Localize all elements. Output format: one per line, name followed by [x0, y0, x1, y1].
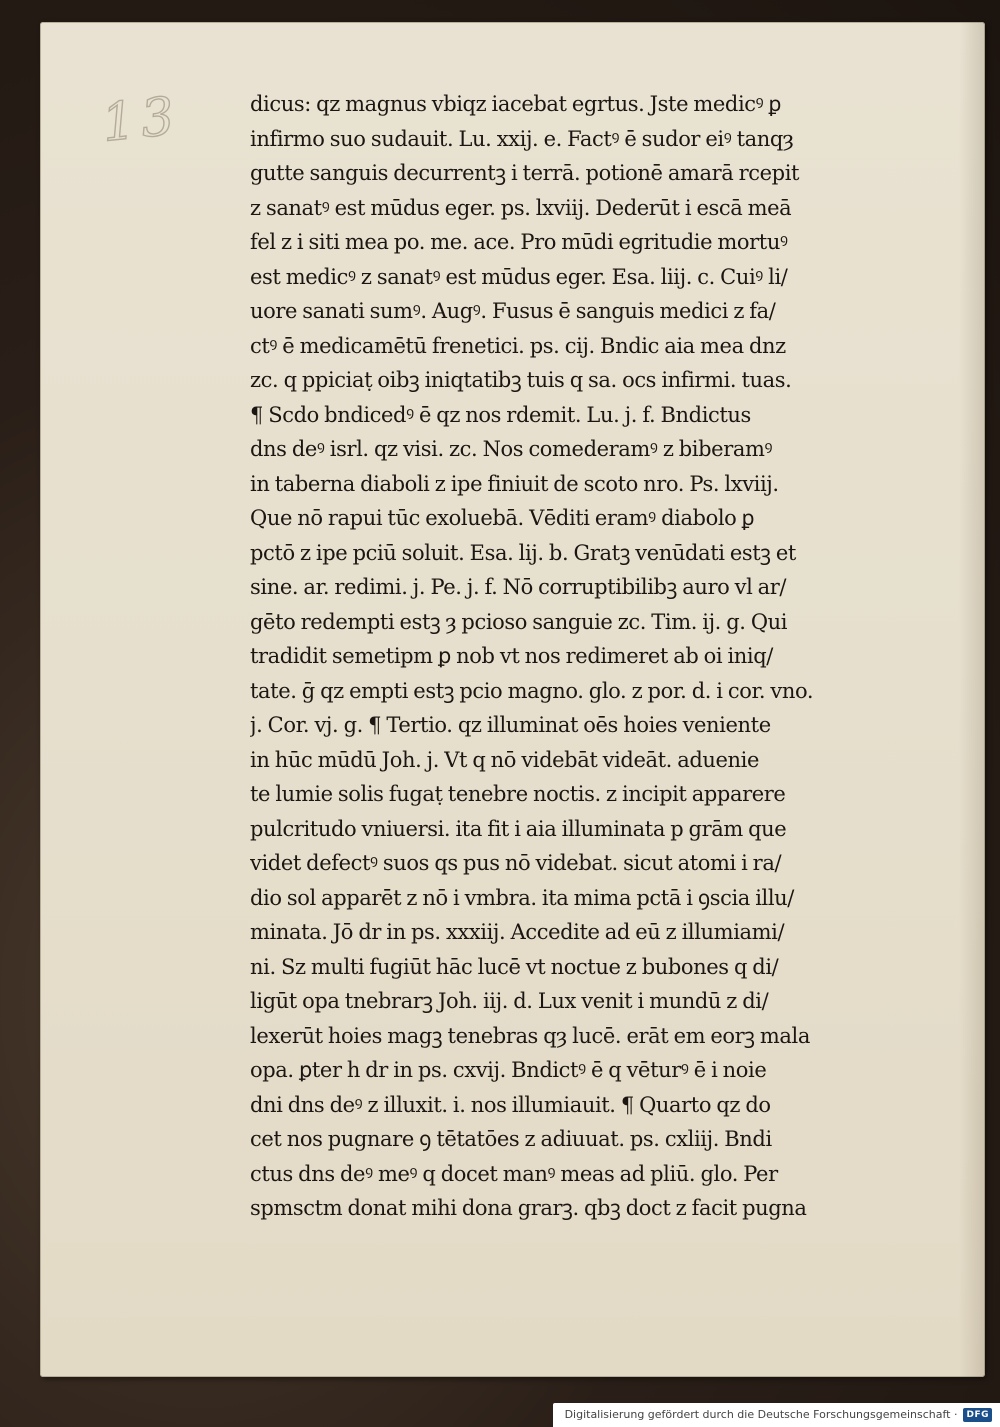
text-line-17: tradidit semetipm ꝑ nob vt nos redimeret ab oi iniq/ [250, 644, 773, 668]
text-line-28: lexerūt hoies magꝫ tenebras qȝ lucē. erāt em eorꝫ mala [250, 1023, 810, 1048]
page-edge-shadow [959, 22, 985, 1377]
text-line-29: opa. ꝑter h dr in ps. cxvij. Bndictꝰ ē q vēturꝰ ē i noie [250, 1058, 767, 1082]
text-block [250, 87, 950, 1226]
digitization-credit-footer [553, 1403, 1000, 1427]
text-line-10: ¶ Scdo bndicedꝰ ē qz nos rdemit. Lu. j. f. Bndictus [250, 402, 751, 427]
text-line-25: minata. Jō dr in ps. xxxiij. Accedite ad eū z illumiami/ [250, 920, 785, 944]
text-line-13: Que nō rapui tūc exoluebā. Vēditi eramꝰ diabolo ꝑ [250, 506, 755, 530]
text-line-30: dni dns deꝰ z illuxit. i. nos illumiauit. ¶ Quarto qz do [250, 1092, 771, 1117]
text-line-6: est medicꝰ z sanatꝰ est mūdus eger. Esa. liij. c. Cuiꝰ li/ [250, 264, 788, 289]
text-line-5: fel z i siti mea po. me. ace. Pro mūdi egritudie mortuꝰ [250, 230, 788, 254]
text-line-2: infirmo suo sudauit. Lu. xxij. e. Factꝰ ē sudor eiꝰ tanqȝ [250, 126, 794, 151]
text-line-14: pctō z ipe pciū soluit. Esa. lij. b. Gratꝫ venūdati estꝫ et [250, 540, 796, 565]
text-line-18: tate. ḡ qz empti estꝫ pcio magno. glo. z por. d. i cor. vno. [250, 678, 814, 703]
text-line-23: videt defectꝰ suos qs pus nō videbat. sicut atomi i ra/ [250, 851, 782, 875]
text-line-3: gutte sanguis decurrentꝫ i terrā. potionē amarā rcepit [250, 161, 800, 185]
text-line-4: z sanatꝰ est mūdus eger. ps. lxviij. Dederūt i escā meā [250, 195, 792, 220]
text-line-12: in taberna diaboli z ipe finiuit de scoto nro. Ps. lxviij. [250, 471, 779, 496]
text-line-24: dio sol apparēt z nō i vmbra. ita mima pctā i ꝯscia illu/ [250, 885, 794, 910]
book-page [40, 22, 985, 1377]
text-line-1: dicus: qz magnus vbiqz iacebat egrtus. Jste medicꝰ ꝑ [250, 92, 782, 116]
credit-text: Digitalisierung gefördert durch die Deutsche Forschungsgemeinschaft · [564, 1408, 958, 1421]
text-line-19: j. Cor. vj. g. ¶ Tertio. qz illuminat oēs hoies veniente [250, 713, 771, 737]
text-line-11: dns deꝰ isrl. qz visi. zc. Nos comederamꝰ z biberamꝰ [250, 437, 773, 461]
dfg-logo-icon: DFG [963, 1408, 992, 1422]
text-line-32: ctus dns deꝰ meꝰ q docet manꝰ meas ad pliū. glo. Per [250, 1161, 778, 1186]
text-line-31: cet nos pugnare ꝯ tētatōes z adiuuat. ps. cxliij. Bndi [250, 1127, 772, 1151]
text-line-8: ctꝰ ē medicamētū frenetici. ps. cij. Bndic aia mea dnz [250, 333, 786, 358]
text-line-22: pulcritudo vniuersi. ita fit i aia illuminata p grām que [250, 816, 787, 841]
text-line-7: uore sanati sumꝰ. Augꝰ. Fusus ē sanguis medici z fa/ [250, 299, 776, 323]
text-line-16: gēto redempti estꝫ ȝ pcioso sanguie zc. Tim. ij. g. Qui [250, 609, 788, 634]
text-line-21: te lumie solis fugaṭ tenebre noctis. z incipit apparere [250, 782, 786, 806]
folio-number: 13 [99, 86, 184, 154]
text-line-20: in hūc mūdū Joh. j. Vt q nō videbāt videāt. aduenie [250, 747, 759, 772]
text-line-26: ni. Sz multi fugiūt hāc lucē vt noctue z bubones q di/ [250, 954, 779, 979]
text-line-27: ligūt opa tnebrarꝫ Joh. iij. d. Lux venit i mundū z di/ [250, 989, 769, 1013]
text-line-9: zc. q ppiciaṭ oibꝫ iniqtatibꝫ tuis q sa. ocs infirmi. tuas. [250, 368, 792, 392]
text-line-15: sine. ar. redimi. j. Pe. j. f. Nō corruptibilibꝫ auro vl ar/ [250, 575, 787, 599]
text-line-33: spmsctm donat mihi dona grarꝫ. qbꝫ doct z facit pugna [250, 1196, 807, 1220]
